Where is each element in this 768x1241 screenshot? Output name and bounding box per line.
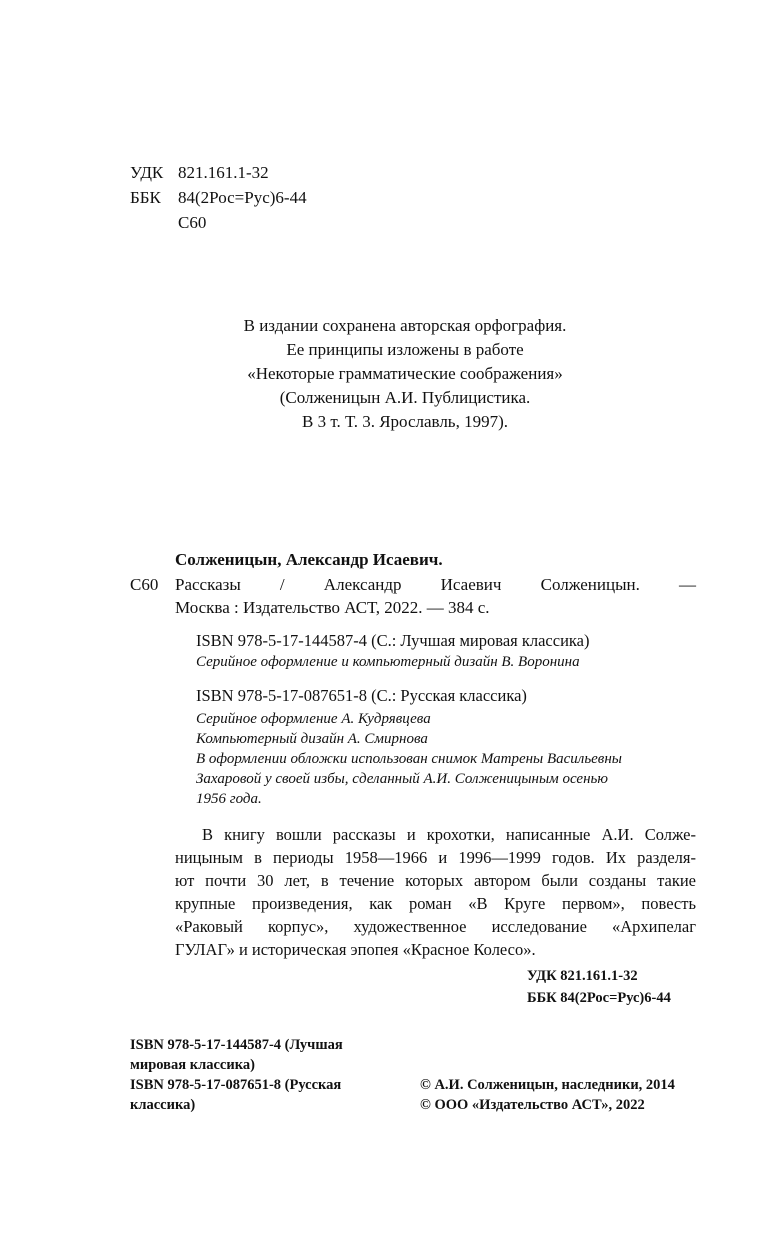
annotation-line: В книгу вошли рассказы и крохотки, написанные А.И. Солже- [202, 825, 696, 844]
orthography-note [150, 314, 660, 434]
isbn2: ISBN 978-5-17-087651-8 (С.: Русская классика) [196, 686, 527, 705]
udk-line: УДК 821.161.1-32 [527, 968, 638, 984]
annotation-line: ницыным в периоды 1958—1966 и 1996—1999 годов. Их разделя- [175, 848, 696, 867]
isbn1: ISBN 978-5-17-144587-4 (С.: Лучшая мировая классика) [196, 631, 590, 650]
isbn-list [130, 1035, 343, 1115]
credit-line: Серийное оформление А. Кудрявцева [196, 711, 431, 727]
isbn-line: ISBN 978-5-17-144587-4 (Лучшая [130, 1037, 343, 1053]
udk-value: 821.161.1-32 [178, 163, 269, 182]
note-line: Ее принципы изложены в работе [286, 340, 524, 359]
catalog-codes [527, 965, 671, 1009]
classification-block [130, 160, 307, 235]
annotation-line: ГУЛАГ» и историческая эпопея «Красное Колесо». [175, 940, 536, 959]
author-heading: Солженицын, Александр Исаевич. [175, 550, 443, 569]
copyright-block [420, 1075, 675, 1115]
annotation-line: крупные произведения, как роман «В Круге первом», повесть [175, 894, 696, 913]
bbk-value: 84(2Рос=Рус)6-44 [178, 188, 307, 207]
description-line: Рассказы / Александр Исаевич Солженицын. — [175, 575, 696, 594]
credit-line: 1956 года. [196, 791, 262, 807]
catalog-code: С60 [130, 575, 159, 594]
copyright-line: © ООО «Издательство АСТ», 2022 [420, 1097, 645, 1113]
bbk-line: ББК 84(2Рос=Рус)6-44 [527, 990, 671, 1006]
credit-line: В оформлении обложки использован снимок Матрены Васильевны [196, 751, 622, 767]
isbn2-block [196, 685, 696, 809]
credit-line: Захаровой у своей избы, сделанный А.И. Солженицыным осенью [196, 771, 608, 787]
udk-label: УДК [130, 163, 164, 182]
note-line: «Некоторые грамматические соображения» [247, 364, 563, 383]
copyright-line: © А.И. Солженицын, наследники, 2014 [420, 1077, 675, 1093]
isbn1-credit: Серийное оформление и компьютерный дизайн В. Воронина [196, 654, 580, 670]
isbn-line: мировая классика) [130, 1057, 255, 1073]
isbn-line: классика) [130, 1097, 196, 1113]
bbk-label: ББК [130, 188, 161, 207]
isbn1-block [196, 630, 696, 672]
credit-line: Компьютерный дизайн А. Смирнова [196, 731, 428, 747]
author-mark: С60 [178, 213, 207, 232]
annotation-line: ют почти 30 лет, в течение которых автором были созданы такие [175, 871, 696, 890]
description-line: Москва : Издательство АСТ, 2022. — 384 с. [175, 598, 490, 617]
note-line: (Солженицын А.И. Публицистика. [279, 388, 531, 407]
isbn-line: ISBN 978-5-17-087651-8 (Русская [130, 1077, 342, 1093]
note-line: В издании сохранена авторская орфография. [243, 316, 567, 335]
annotation-line: «Раковый корпус», художественное исследование «Архипелаг [175, 917, 696, 936]
annotation [175, 823, 696, 961]
note-line: В 3 т. Т. 3. Ярославль, 1997). [302, 412, 508, 431]
